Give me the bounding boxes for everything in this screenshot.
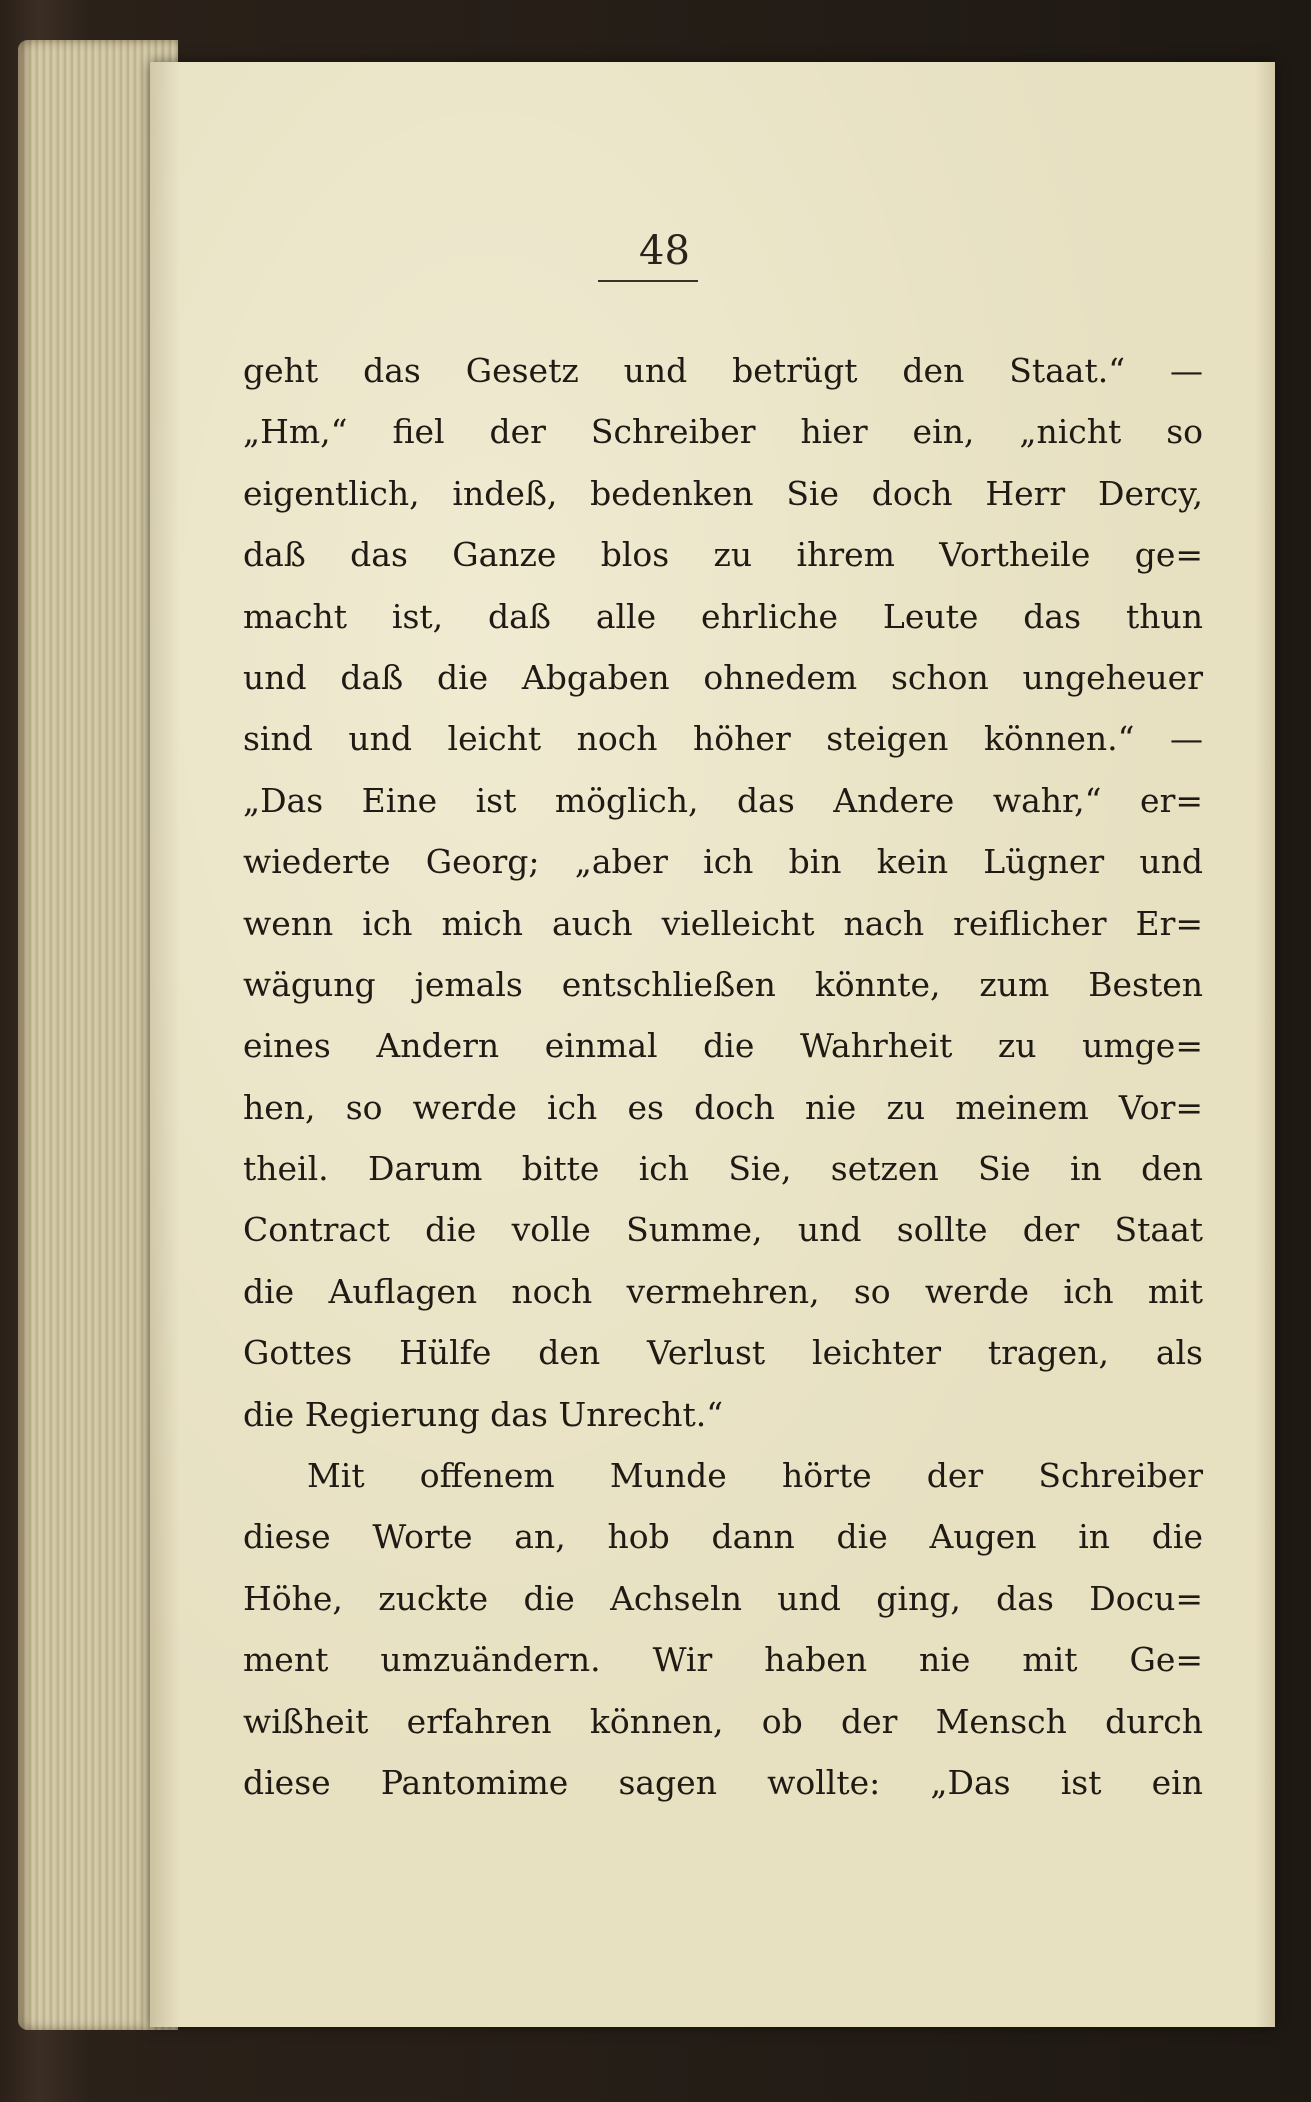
text-line: hen, so werde ich es doch nie zu meinem Vor=: [243, 1087, 1203, 1127]
text-line: „Das Eine ist möglich, das Andere wahr,“ er=: [243, 780, 1203, 820]
text-line: sind und leicht noch höher steigen können.“ —: [243, 719, 1203, 759]
text-line: ment umzuändern. Wir haben nie mit Ge=: [243, 1640, 1203, 1680]
text-line: Contract die volle Summe, und sollte der Staat: [243, 1210, 1203, 1250]
page-number-rule: [598, 280, 698, 282]
text-line: theil. Darum bitte ich Sie, setzen Sie in den: [243, 1149, 1203, 1189]
text-line: wägung jemals entschließen könnte, zum Besten: [243, 964, 1203, 1004]
text-line: „Hm,“ fiel der Schreiber hier ein, „nicht so: [243, 412, 1203, 452]
paragraph-start-line: Mit offenem Munde hörte der Schreiber: [307, 1456, 1203, 1496]
page-text: [243, 340, 1203, 1813]
text-line: Gottes Hülfe den Verlust leichter tragen, als: [243, 1333, 1203, 1373]
text-line: macht ist, daß alle ehrliche Leute das thun: [243, 596, 1203, 636]
text-line: die Auflagen noch vermehren, so werde ich mit: [243, 1271, 1203, 1311]
paragraph-end-line: die Regierung das Unrecht.“: [243, 1394, 724, 1434]
text-line: diese Worte an, hob dann die Augen in die: [243, 1517, 1203, 1557]
text-line: geht das Gesetz und betrügt den Staat.“ —: [243, 351, 1203, 390]
page-number: 48: [639, 228, 690, 274]
text-line: und daß die Abgaben ohnedem schon ungeheuer: [243, 657, 1203, 697]
text-line: wiederte Georg; „aber ich bin kein Lügner und: [243, 842, 1203, 882]
text-line: eines Andern einmal die Wahrheit zu umge=: [243, 1026, 1203, 1066]
text-line: wenn ich mich auch vielleicht nach reiflicher Er=: [243, 903, 1203, 943]
text-line: daß das Ganze blos zu ihrem Vortheile ge=: [243, 535, 1203, 575]
text-line: wißheit erfahren können, ob der Mensch durch: [243, 1701, 1203, 1741]
text-line: Höhe, zuckte die Achseln und ging, das Docu=: [243, 1578, 1203, 1618]
text-line: diese Pantomime sagen wollte: „Das ist ein: [243, 1762, 1203, 1802]
text-line: eigentlich, indeß, bedenken Sie doch Herr Dercy,: [243, 473, 1203, 513]
